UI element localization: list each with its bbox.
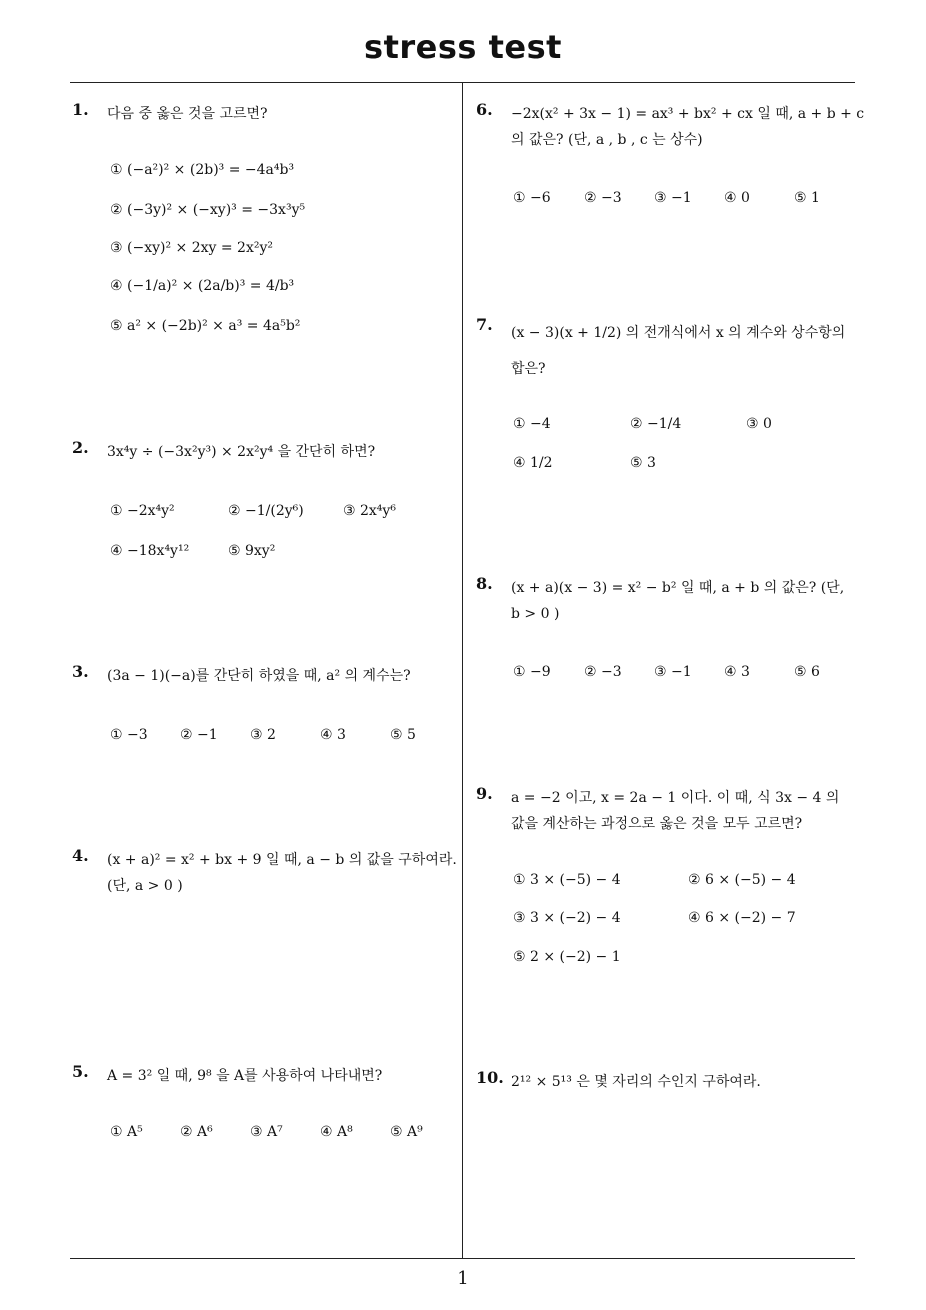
page-title: stress test (364, 28, 562, 66)
question-number: 6. (476, 100, 493, 119)
option-5[interactable]: ⑤ 1 (794, 190, 820, 206)
question-text-line2: 의 값은? (단, a , b , c 는 상수) (511, 132, 703, 148)
question-number: 7. (476, 315, 493, 334)
option-2[interactable]: ② −1/4 (630, 416, 682, 432)
question-number: 4. (72, 846, 89, 865)
page-number: 1 (457, 1268, 469, 1289)
option-3[interactable]: ③ 3 × (−2) − 4 (513, 910, 621, 926)
option-3[interactable]: ③ 0 (746, 416, 772, 432)
question-text: 2¹² × 5¹³ 은 몇 자리의 수인지 구하여라. (511, 1074, 761, 1090)
column-divider (462, 83, 463, 1259)
option-5[interactable]: ⑤ 3 (630, 455, 656, 471)
question-text-line2: 값을 계산하는 과정으로 옳은 것을 모두 고르면? (511, 816, 803, 832)
option-5[interactable]: ⑤ 9xy² (228, 543, 276, 559)
option-4[interactable]: ④ −18x⁴y¹² (110, 543, 190, 559)
option-4[interactable]: ④ A⁸ (320, 1124, 353, 1140)
option-2[interactable]: ② (−3y)² × (−xy)³ = −3x³y⁵ (110, 202, 306, 218)
option-5[interactable]: ⑤ A⁹ (390, 1124, 423, 1140)
option-3[interactable]: ③ (−xy)² × 2xy = 2x²y² (110, 240, 273, 256)
option-1[interactable]: ① −2x⁴y² (110, 503, 175, 519)
option-2[interactable]: ② −3 (584, 190, 622, 206)
option-3[interactable]: ③ 2 (250, 727, 276, 743)
question-number: 2. (72, 438, 89, 457)
option-2[interactable]: ② −3 (584, 664, 622, 680)
option-5[interactable]: ⑤ 5 (390, 727, 416, 743)
option-1[interactable]: ① −9 (513, 664, 551, 680)
option-2[interactable]: ② −1/(2y⁶) (228, 503, 304, 519)
question-number: 9. (476, 784, 493, 803)
option-3[interactable]: ③ −1 (654, 664, 692, 680)
option-1[interactable]: ① −6 (513, 190, 551, 206)
question-number: 3. (72, 662, 89, 681)
question-number: 8. (476, 574, 493, 593)
option-4[interactable]: ④ 1/2 (513, 455, 553, 471)
option-4[interactable]: ④ 3 (320, 727, 346, 743)
option-2[interactable]: ② A⁶ (180, 1124, 213, 1140)
option-1[interactable]: ① 3 × (−5) − 4 (513, 872, 621, 888)
question-text-line1: a = −2 이고, x = 2a − 1 이다. 이 때, 식 3x − 4 의 (511, 790, 840, 806)
footer-rule (70, 1258, 855, 1259)
option-5[interactable]: ⑤ 6 (794, 664, 820, 680)
question-text-line1: −2x(x² + 3x − 1) = ax³ + bx² + cx 일 때, a + b + c (511, 106, 865, 122)
option-4[interactable]: ④ (−1/a)² × (2a/b)³ = 4/b³ (110, 278, 295, 294)
question-text-line1: (x − 3)(x + 1/2) 의 전개식에서 x 의 계수와 상수항의 (511, 325, 846, 341)
question-number: 1. (72, 100, 89, 119)
question-text-line2: (단, a > 0 ) (107, 878, 183, 894)
question-text: A = 3² 일 때, 9⁸ 을 A를 사용하여 나타내면? (107, 1068, 383, 1084)
option-2[interactable]: ② 6 × (−5) − 4 (688, 872, 796, 888)
question-text: (3a − 1)(−a)를 간단히 하였을 때, a² 의 계수는? (107, 668, 411, 684)
option-1[interactable]: ① A⁵ (110, 1124, 143, 1140)
option-3[interactable]: ③ A⁷ (250, 1124, 283, 1140)
option-3[interactable]: ③ 2x⁴y⁶ (343, 503, 396, 519)
question-text-line2: b > 0 ) (511, 606, 560, 622)
option-1[interactable]: ① −3 (110, 727, 148, 743)
option-4[interactable]: ④ 6 × (−2) − 7 (688, 910, 796, 926)
question-text: 다음 중 옳은 것을 고르면? (107, 106, 268, 122)
question-text: 3x⁴y ÷ (−3x²y³) × 2x²y⁴ 을 간단히 하면? (107, 444, 376, 460)
option-2[interactable]: ② −1 (180, 727, 218, 743)
question-text-line1: (x + a)² = x² + bx + 9 일 때, a − b 의 값을 구하여라. (107, 852, 457, 868)
question-text-line1: (x + a)(x − 3) = x² − b² 일 때, a + b 의 값은? (단, (511, 580, 845, 596)
option-1[interactable]: ① (−a²)² × (2b)³ = −4a⁴b³ (110, 162, 295, 178)
option-5[interactable]: ⑤ a² × (−2b)² × a³ = 4a⁵b² (110, 318, 301, 334)
option-3[interactable]: ③ −1 (654, 190, 692, 206)
option-4[interactable]: ④ 3 (724, 664, 750, 680)
question-number: 10. (476, 1068, 504, 1087)
option-5[interactable]: ⑤ 2 × (−2) − 1 (513, 949, 621, 965)
question-number: 5. (72, 1062, 89, 1081)
question-text-line2: 합은? (511, 361, 546, 377)
option-4[interactable]: ④ 0 (724, 190, 750, 206)
option-1[interactable]: ① −4 (513, 416, 551, 432)
